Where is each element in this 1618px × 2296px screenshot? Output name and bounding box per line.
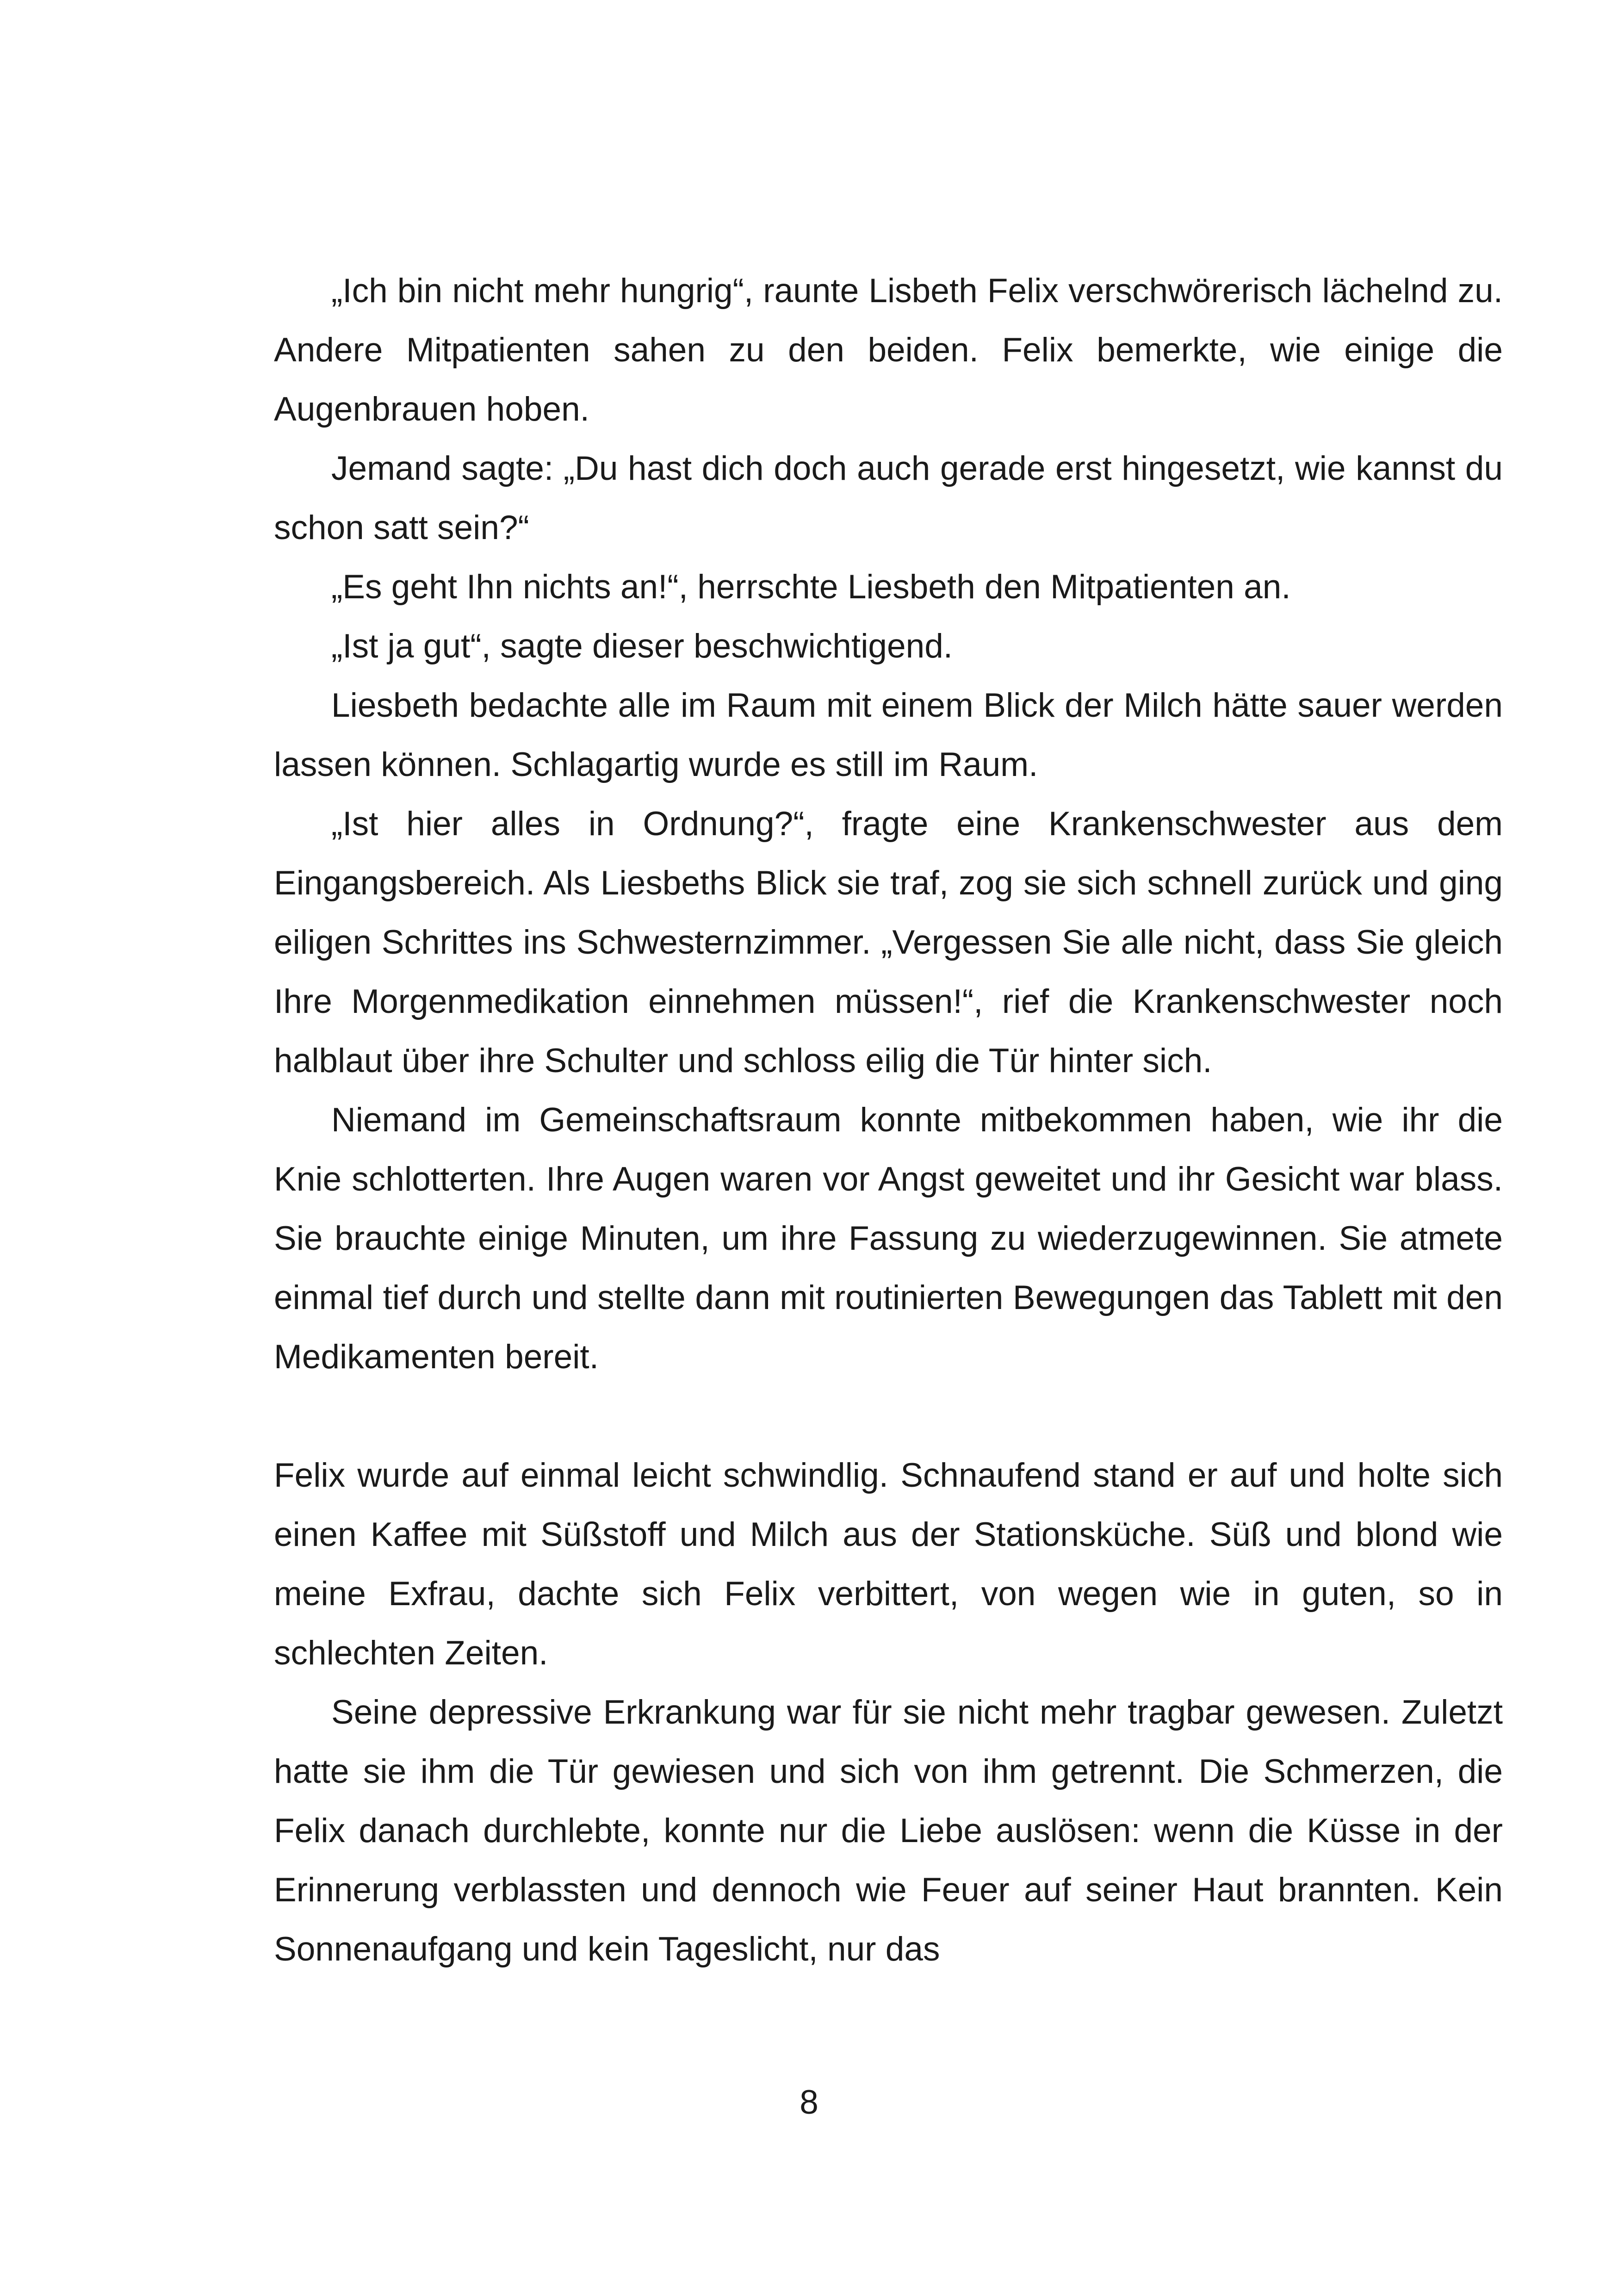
paragraph: „Ist ja gut“, sagte dieser beschwichtigend. bbox=[331, 627, 953, 665]
paragraph: „Es geht Ihn nichts an!“, herrschte Liesbeth den Mitpatienten an. bbox=[331, 568, 1291, 606]
paragraph: Liesbeth bedachte alle im Raum mit einem Blick der Milch hätte sauer werden lassen können. Schlagartig wurde es still im Raum. bbox=[274, 687, 1503, 783]
body-text bbox=[274, 261, 1503, 1979]
paragraph: „Ist hier alles in Ordnung?“, fragte eine Krankenschwester aus dem Eingangsbereich. Als Liesbeths Blick sie traf, zog sie sich schnell zurück und ging eiligen Schrittes ins Schwesternzimmer. „Vergessen Sie alle nicht, dass Sie gleich Ihre Morgenmedikation einnehmen müssen!“, rief die Krankenschwester noch halblaut über ihre Schulter und schloss eilig die Tür hinter sich. bbox=[274, 805, 1503, 1080]
paragraph: „Ich bin nicht mehr hungrig“, raunte Lisbeth Felix verschwörerisch lächelnd zu. Andere Mitpatienten sahen zu den beiden. Felix bemerkte, wie einige die Augenbrauen hoben. bbox=[274, 272, 1503, 428]
paragraph: Seine depressive Erkrankung war für sie nicht mehr tragbar gewesen. Zuletzt hatte sie ihm die Tür gewiesen und sich von ihm getrennt. Die Schmerzen, die Felix danach durchlebte, konnte nur die Liebe auslösen: wenn die Küsse in der Erinnerung verblassten und dennoch wie Feuer auf seiner Haut brannten. Kein Sonnenaufgang und kein Tageslicht, nur das bbox=[274, 1694, 1503, 1968]
page-number: 8 bbox=[800, 2084, 818, 2121]
paragraph: Niemand im Gemeinschaftsraum konnte mitbekommen haben, wie ihr die Knie schlotterten. Ihre Augen waren vor Angst geweitet und ihr Gesicht war blass. Sie brauchte einige Minuten, um ihre Fassung zu wiederzugewinnen. Sie atmete einmal tief durch und stellte dann mit routinierten Bewegungen das Tablett mit den Medikamenten bereit. bbox=[274, 1101, 1503, 1376]
paragraph: Jemand sagte: „Du hast dich doch auch gerade erst hingesetzt, wie kannst du schon satt sein?“ bbox=[274, 450, 1503, 546]
paragraph: Felix wurde auf einmal leicht schwindlig. Schnaufend stand er auf und holte sich einen Kaffee mit Süßstoff und Milch aus der Stationsküche. Süß und blond wie meine Exfrau, dachte sich Felix verbittert, von wegen wie in guten, so in schlechten Zeiten. bbox=[274, 1457, 1503, 1672]
